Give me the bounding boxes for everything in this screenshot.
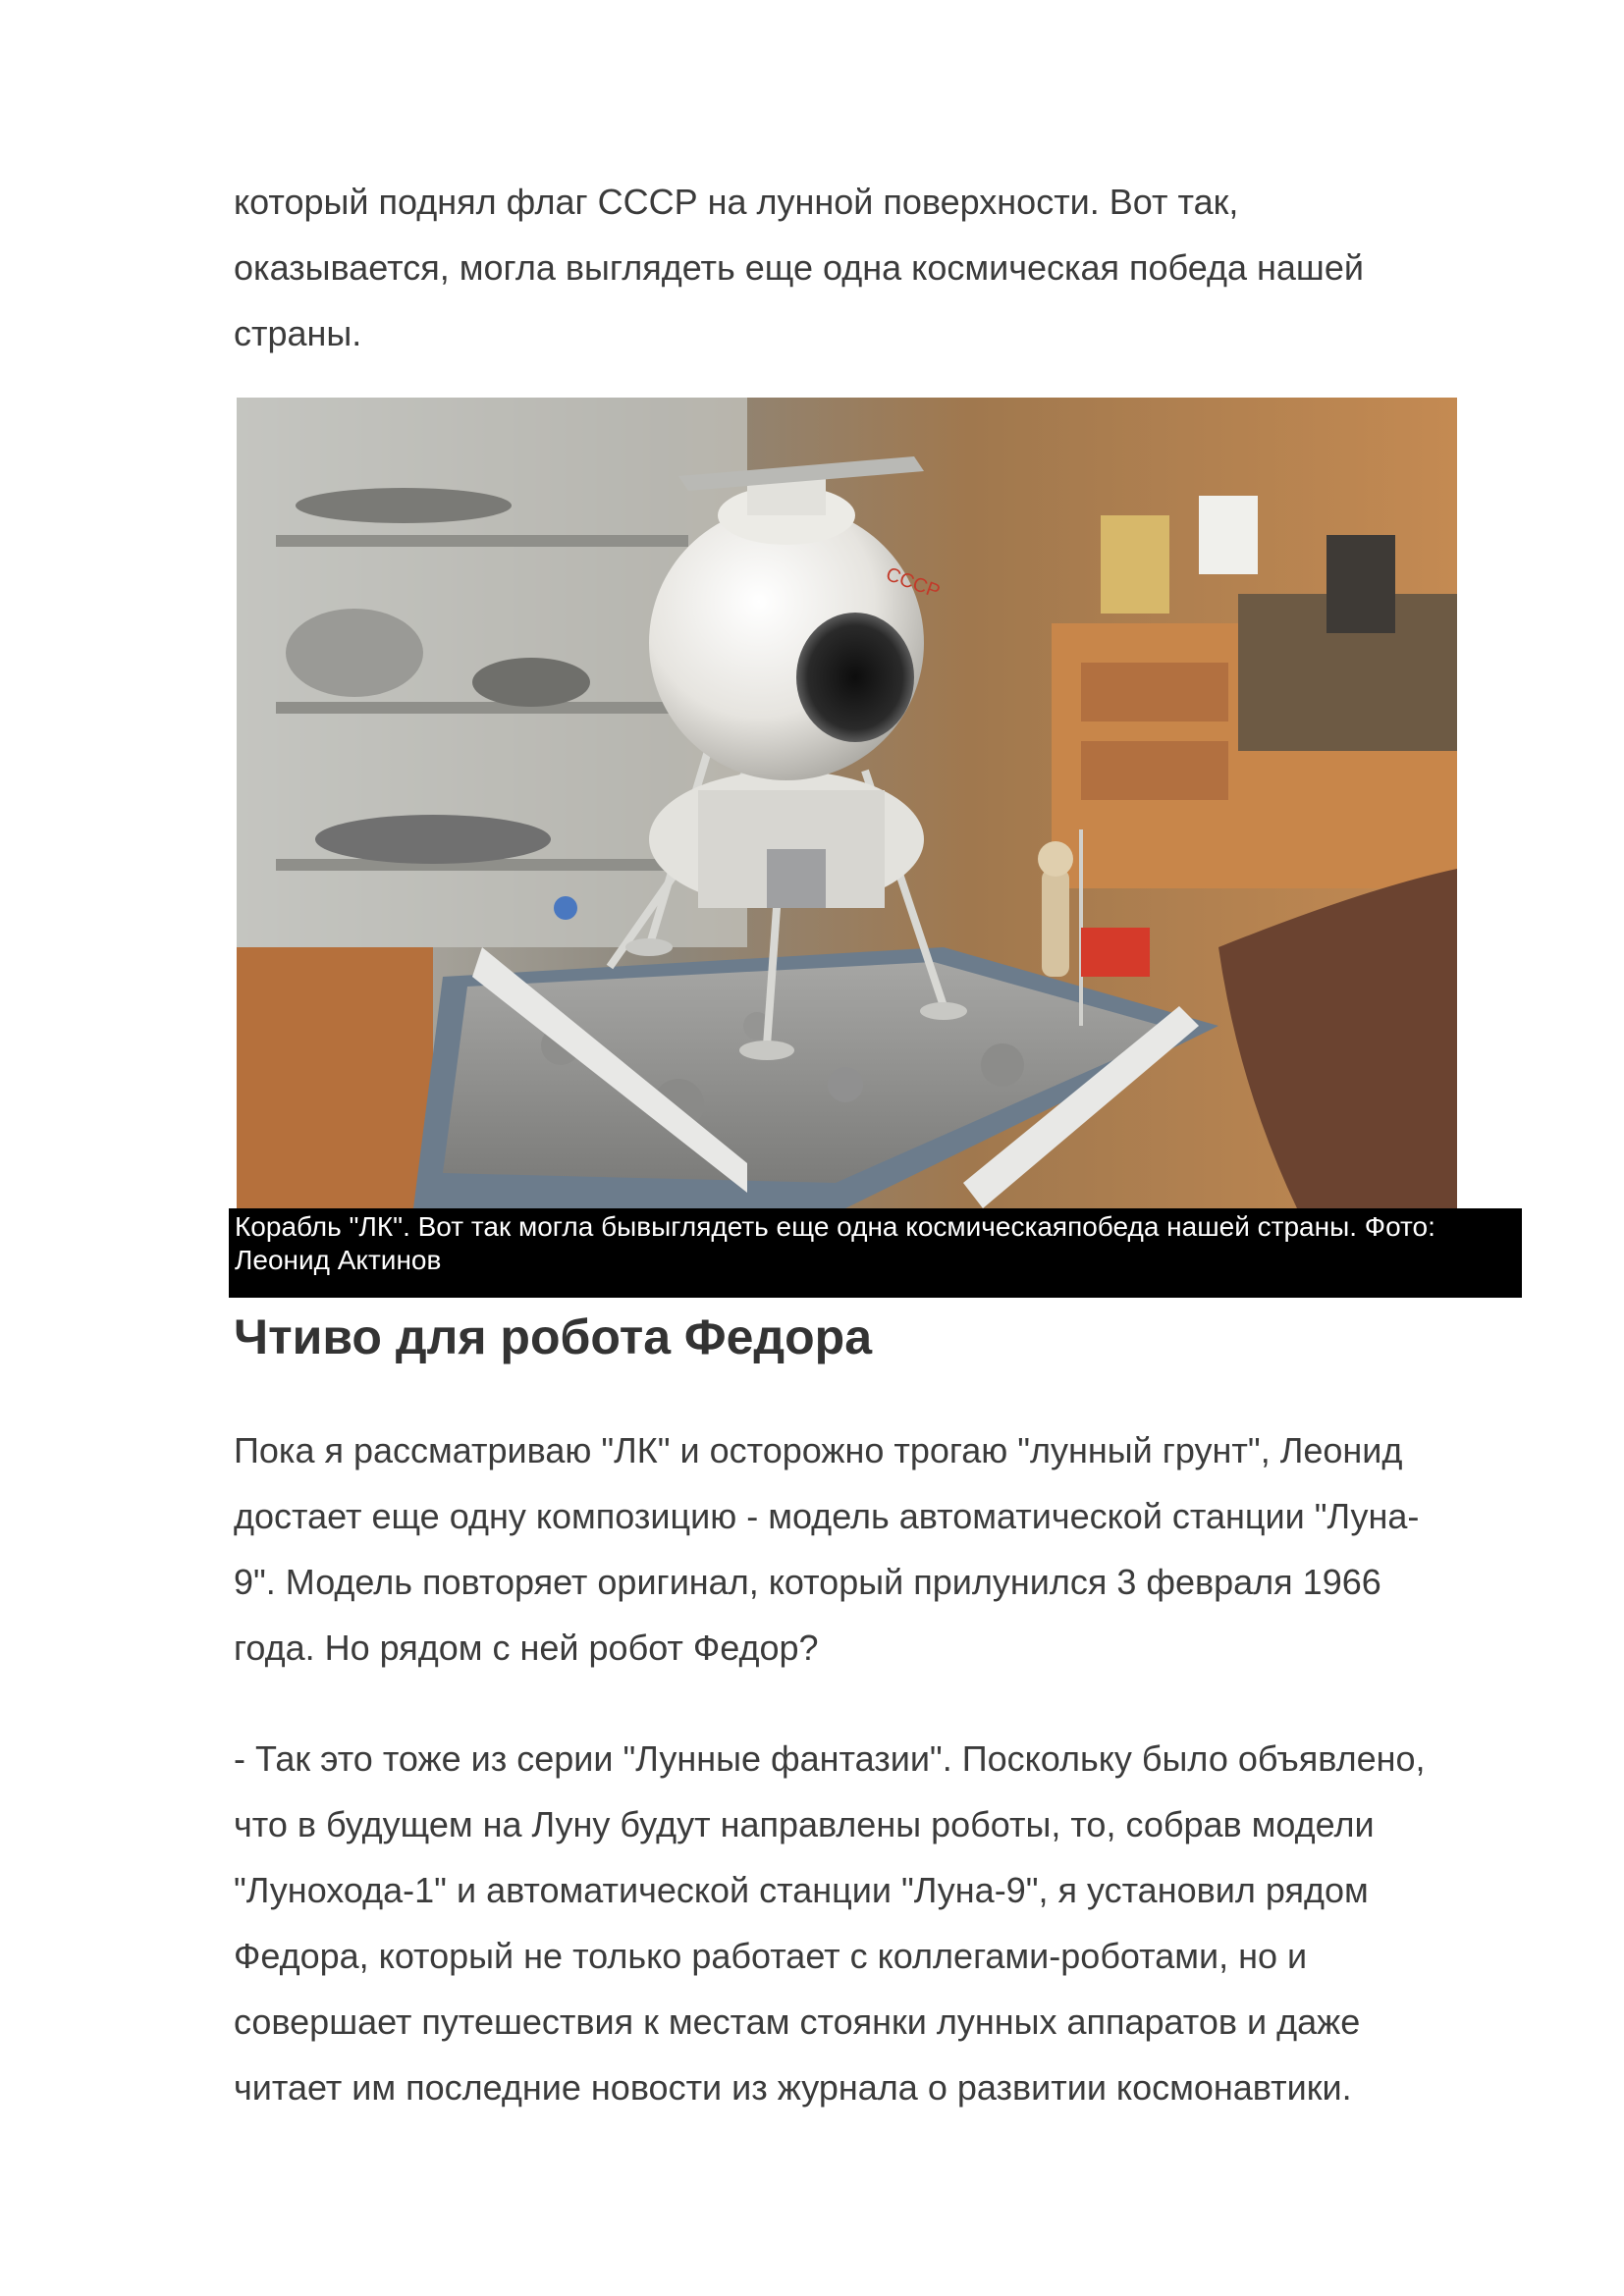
body-paragraph <box>234 1726 1520 2120</box>
text-line: достает еще одну композицию - модель автоматической станции "Луна- <box>234 1496 1420 1536</box>
caption-line: Корабль "ЛК". Вот так могла бывыглядеть еще одна космическаяпобеда нашей страны. Фото: <box>235 1211 1435 1242</box>
section-heading: Чтиво для робота Федора <box>234 1309 872 1364</box>
text-line: оказывается, могла выглядеть еще одна космическая победа нашей <box>234 247 1364 288</box>
text-line: Пока я рассматриваю "ЛК" и осторожно трогаю "лунный грунт", Леонид <box>234 1430 1403 1470</box>
photo-caption <box>229 1208 1522 1298</box>
caption-line: Леонид Актинов <box>235 1245 442 1275</box>
text-line: 9". Модель повторяет оригинал, который прилунился 3 февраля 1966 <box>234 1562 1381 1602</box>
text-line: который поднял флаг СССР на лунной поверхности. Вот так, <box>234 182 1239 222</box>
intro-paragraph <box>234 169 1520 366</box>
text-line: читает им последние новости из журнала о развитии космонавтики. <box>234 2067 1352 2108</box>
text-line: совершает путешествия к местам стоянки лунных аппаратов и даже <box>234 2002 1361 2042</box>
lunar-lander-model-photo <box>237 398 1457 1208</box>
body-paragraph <box>234 1417 1520 1681</box>
text-line: Федора, который не только работает с коллегами-роботами, но и <box>234 1936 1308 1976</box>
text-line: - Так это тоже из серии "Лунные фантазии". Поскольку было объявлено, <box>234 1738 1426 1779</box>
text-line: страны. <box>234 313 362 353</box>
text-line: "Лунохода-1" и автоматической станции "Луна-9", я установил рядом <box>234 1870 1369 1910</box>
text-line: что в будущем на Луну будут направлены роботы, то, собрав модели <box>234 1804 1375 1844</box>
svg-text:СССР: СССР <box>883 563 944 604</box>
text-line: года. Но рядом с ней робот Федор? <box>234 1628 819 1668</box>
